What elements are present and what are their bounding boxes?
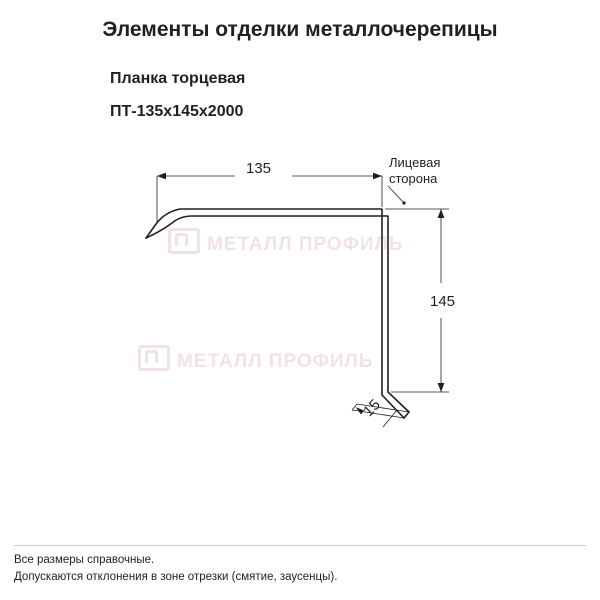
dimension-lip-label: 15 — [360, 396, 384, 421]
footer-note-1: Все размеры справочные. — [14, 554, 155, 566]
face-side-label — [389, 155, 440, 187]
footer-divider — [14, 545, 586, 546]
page-title: Элементы отделки металлочерепицы — [102, 18, 498, 41]
watermark-text: МЕТАЛЛ ПРОФИЛЬ — [207, 234, 404, 255]
arrow-height-top — [438, 209, 445, 218]
leader-dot — [402, 201, 405, 204]
profile-outer-line — [146, 209, 404, 421]
leader-face-side — [388, 186, 404, 203]
face-side-label-line1: Лицевая — [389, 155, 441, 170]
product-name: Планка торцевая — [110, 70, 246, 87]
arrow-width-right — [373, 173, 382, 180]
profile-inner-line — [146, 216, 409, 412]
dim-line-lip-c — [352, 404, 357, 410]
watermark-text: МЕТАЛЛ ПРОФИЛЬ — [177, 351, 374, 372]
dimension-height-label: 145 — [430, 293, 456, 310]
profile-lip-end — [404, 412, 409, 418]
face-side-label-line2: сторона — [389, 171, 438, 186]
footer-note-2: Допускаются отклонения в зоне отрезки (смятие, заусенцы). — [14, 571, 338, 583]
arrow-width-left — [157, 173, 166, 180]
footer-notes — [14, 552, 586, 586]
dim-line-lip-d — [383, 410, 397, 427]
dimension-width-label: 135 — [246, 160, 272, 177]
arrow-height-bottom — [438, 383, 445, 392]
product-code: ПТ-135x145x2000 — [110, 103, 244, 120]
